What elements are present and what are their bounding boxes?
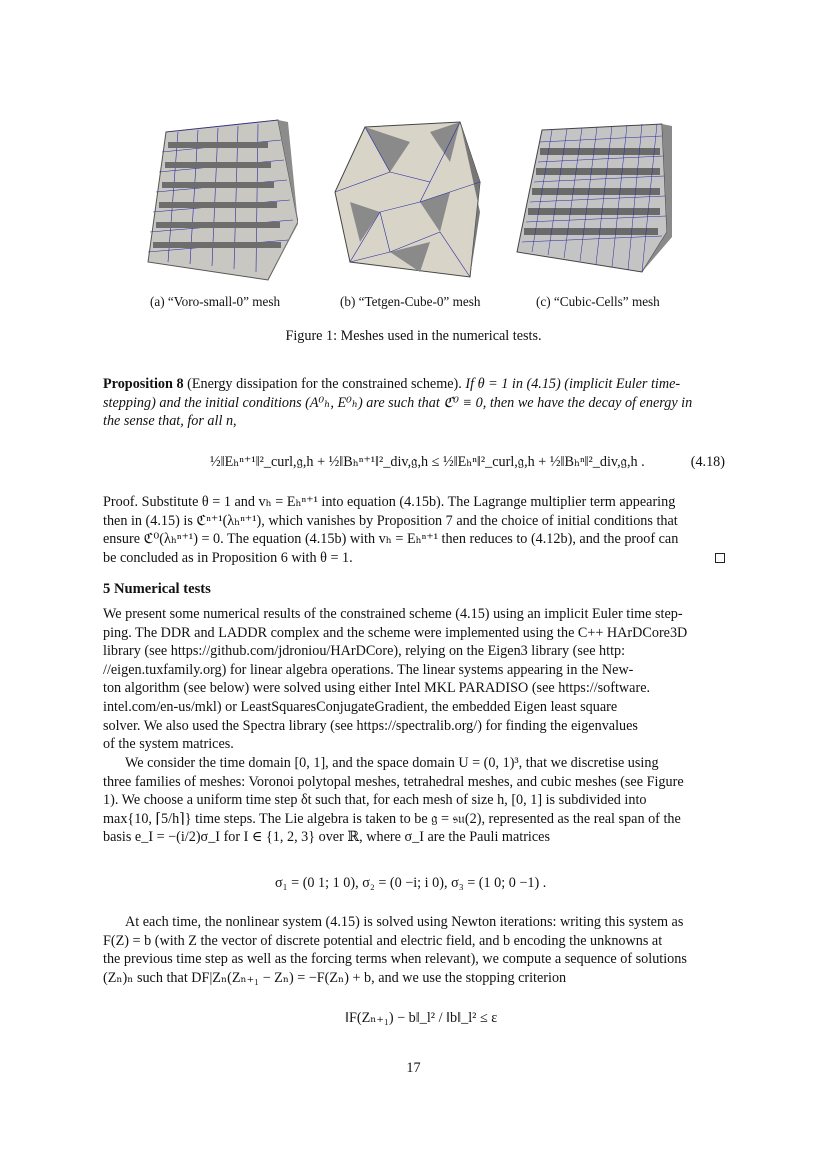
proposition-label: Proposition 8	[103, 376, 184, 392]
proposition-text-3: the sense that, for all n,	[103, 413, 237, 430]
para2-line: 1). We choose a uniform time step δt such that, for each mesh of size h, [0, 1] is subdivided into	[103, 792, 647, 809]
para3-line: At each time, the nonlinear system (4.15) is solved using Newton iterations: writing this system as	[125, 914, 684, 930]
para1-line: intel.com/en-us/mkl) or LeastSquaresConjugateGradient, the embedded Eigen least square	[103, 698, 618, 715]
para1-line: //eigen.tuxfamily.org) for linear algebra operations. The linear systems appearing in the New-	[103, 661, 634, 678]
figure-caption: Figure 1: Meshes used in the numerical tests.	[285, 328, 542, 344]
proposition-8	[103, 375, 725, 431]
para1-line: solver. We also used the Spectra library (see https://spectralib.org/) for finding the eigenvalues	[103, 717, 638, 734]
proof-block	[103, 493, 725, 567]
para2-line: We consider the time domain [0, 1], and the space domain U = (0, 1)³, that we discretise using	[125, 755, 659, 771]
proof-line-1: Proof. Substitute θ = 1 and vₕ = Eₕⁿ⁺¹ into equation (4.15b). The Lagrange multiplier term appearing	[103, 494, 676, 510]
equation-number: (4.18)	[690, 454, 725, 470]
caption-b: (b) “Tetgen-Cube-0” mesh	[340, 294, 481, 309]
para2-line: basis e_I = −(i/2)σ_I for I ∈ {1, 2, 3} over ℝ, where σ_I are the Pauli matrices	[103, 829, 550, 846]
mesh-cubic-image	[512, 112, 672, 287]
para3-line: F(Z) = b (with Z the vector of discrete potential and electric field, and b encoding the unknowns at	[103, 932, 663, 949]
page-number: 17	[406, 1060, 421, 1076]
section-heading: 5 Numerical tests	[103, 581, 211, 597]
para2-line: three families of meshes: Voronoi polytopal meshes, tetrahedral meshes, and cubic meshes (see Figure	[103, 773, 684, 790]
proof-line-4: be concluded as in Proposition 6 with θ = 1.	[103, 549, 353, 566]
para1-line: ping. The DDR and LADDR complex and the scheme were implemented using the C++ HArDCore3D	[103, 624, 688, 641]
equation-4-18: ½‖Eₕⁿ⁺¹‖²_curl,𝔤,h + ½‖Bₕⁿ⁺¹‖²_div,𝔤,h ≤ ½‖Eₕⁿ‖²_curl,𝔤,h + ½‖Bₕⁿ‖²_div,𝔤,h .	[210, 454, 645, 470]
mesh-voro-image	[138, 112, 298, 287]
paragraph-2	[103, 754, 725, 847]
pauli-matrices: σ₁ = (0 1; 1 0), σ₂ = (0 −i; i 0), σ₃ = (1 0; 0 −1) .	[275, 875, 547, 891]
paragraph-1	[103, 605, 725, 754]
para3-line: (Zₙ)ₙ such that DF|Zₙ(Zₙ₊₁ − Zₙ) = −F(Zₙ) + b, and we use the stopping criterion	[103, 969, 567, 986]
proposition-line-1	[103, 375, 725, 394]
proof-line-3: ensure ℭ⁰(λₕⁿ⁺¹) = 0. The equation (4.15b) with vₕ = Eₕⁿ⁺¹ then reduces to (4.12b), and the proof can	[103, 531, 679, 548]
caption-c: (c) “Cubic-Cells” mesh	[536, 294, 660, 309]
proposition-name: (Energy dissipation for the constrained scheme).	[187, 376, 462, 392]
caption-a: (a) “Voro-small-0” mesh	[150, 294, 281, 309]
proposition-text-2: stepping) and the initial conditions (A⁰ₕ, E⁰ₕ) are such that ℭ⁰ ≡ 0, then we have the decay of energy in	[103, 394, 693, 411]
paragraph-3	[103, 913, 725, 987]
para1-line: We present some numerical results of the constrained scheme (4.15) using an implicit Euler time step-	[103, 606, 683, 622]
proof-line-2: then in (4.15) is ℭⁿ⁺¹(λₕⁿ⁺¹), which vanishes by Proposition 7 and the choice of initial conditions that	[103, 512, 678, 529]
qed-square-icon	[715, 553, 725, 563]
para1-line: library (see https://github.com/jdroniou/HArDCore), relying on the Eigen3 library (see http:	[103, 643, 626, 660]
mesh-tetgen-image	[330, 112, 495, 287]
para1-line: of the system matrices.	[103, 736, 234, 753]
stopping-criterion: ‖F(Zₙ₊₁) − b‖_l² / ‖b‖_l² ≤ ε	[345, 1010, 498, 1026]
proposition-text-1: If θ = 1 in (4.15) (implicit Euler time-	[465, 376, 681, 392]
para2-line: max{10, ⌈5/h⌉} time steps. The Lie algebra is taken to be 𝔤 = 𝔰𝔲(2), represented as the real span of the	[103, 810, 681, 827]
para1-line: ton algorithm (see below) were solved using either Intel MKL PARADISO (see https://software.	[103, 680, 651, 697]
para3-line: the previous time step as well as the forcing terms when relevant), we compute a sequence of solutions	[103, 951, 687, 968]
